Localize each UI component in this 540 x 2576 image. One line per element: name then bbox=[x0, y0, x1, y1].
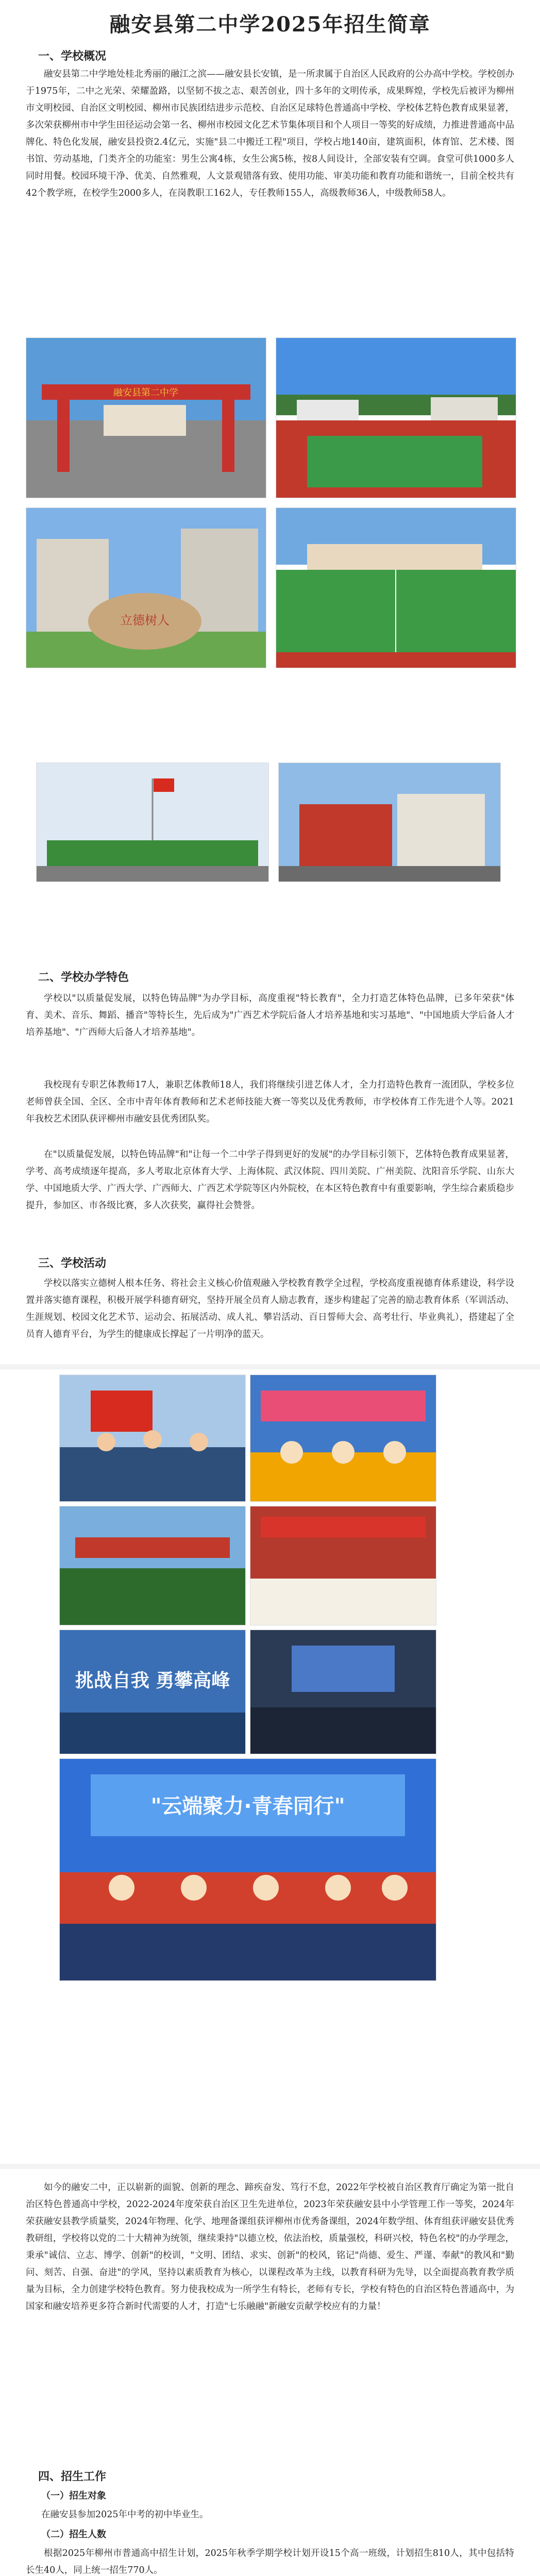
page-title: 融安县第二中学2025年招生简章 bbox=[109, 12, 431, 37]
school-outlook-paragraph: 如今的融安二中，正以崭新的面貌、创新的理念、蹄疾奋发、笃行不怠，2022年学校被自治区教育厅确定为第一批自治区特色普通高中学校，2022-2024年度荣获自治区卫生先进单位，2023年荣获融安县中小学管理工作一等奖，2024年荣获融安县教学质量奖，2024年物理、化学、地理备课组获评柳州市优秀备课组，2024年数学组、体育组获评融安县优秀教研组，学校将以党的二十大精神为统领，继续秉持"以德立校，依法治校，质量强校，科研兴校，特色名校"的办学理念，秉承"诚信、立志、博学、创新"的校训，"文明、团结、求实、创新"的校风，铭记"尚德、爱生、严谨、奉献"的教风和"勤问、刻苦、自强、奋进"的学风，坚持以素质教育为核心，以课程改革为主线，以教育科研为先导，以全面提高教育教学质量为目标，全力创建学校特色教育。努力使我校成为一所学生有特长，老师有专长，学校有特色的自治区特色普通高中，为国家和融安培养更多符合新时代需要的人才，打造"七乐融融"新融安贡献学校应有的力量！ bbox=[26, 2182, 514, 2312]
art-festival-stage-photo bbox=[250, 1375, 436, 1502]
campus-stone-monument-photo bbox=[26, 507, 266, 668]
svg-text:融安县第二中学: 融安县第二中学 bbox=[113, 387, 178, 398]
admission-target-text: 在融安县参加2025年中考的初中毕业生。 bbox=[41, 2510, 209, 2520]
challenge-yourself-banner-photo bbox=[59, 1630, 246, 1754]
admission-quota-text: 根据2025年柳州市普通高中招生计划，2025年秋季学期学校计划开设15个高一班级，计划招生810人，其中包括特长生40人，同上统一招生770人。 bbox=[26, 2548, 514, 2575]
cloud-youth-banner-text: "云端聚力·青春同行" bbox=[150, 1794, 345, 1818]
section-heading-school-overview: 一、学校概况 bbox=[38, 49, 107, 63]
admission-target-heading: （一）招生对象 bbox=[41, 2490, 106, 2501]
activities-paragraph: 学校以落实立德树人根本任务、将社会主义核心价值观融入学校教育教学全过程，学校高度重视德育体系建设，科学设置并落实德育课程，积极开展学科德育研究，坚持开展全员育人励志教育，逐步构建起了完善的励志教育体系（军训活动、生涯规划、校园文化艺术节、运动会、拓展活动、成人礼、攀岩活动、百日誓师大会、高考壮行、毕业典礼），搭建起了全员育人德育平台，为学生的健康成长撑起了一片明净的蓝天。 bbox=[26, 1278, 514, 1340]
school-overview-paragraph: 融安县第二中学地处桂北秀丽的融江之滨——融安县长安镇，是一所隶属于自治区人民政府的公办高中学校。学校创办于1975年，二中之光荣、荣耀盈路，以坚韧不拔之志、艰苦创业，四十多年的文明传承，成果辉煌，学校先后被评为柳州市文明校园、自治区文明校园、柳州市民族团结进步示范校、自治区足球特色普通高中学校、学校体艺特色教育成果显著，多次荣获柳州市中学生田径运动会第一名、柳州市校园文化艺术节集体项目和个人项目一等奖的好成绩，力推进普通高中品牌化、特色化发展，融安县投资2.4亿元，实施"县二中搬迁工程"项目，学校占地140亩，建筑面积，体育馆、艺术楼、图书馆、劳动基地，门类齐全的功能室：男生公寓4栋，女生公寓5栋，按8人间设计，全部安装有空调。食堂可供1000多人同时用餐。校园环境干净、优美、自然雅观，人文景观错落有致、使用功能、审美功能和教育功能和谐统一，目前全校共有42个教学班，在校学生2000多人，在岗教职工162人，专任教师155人，高级教师36人，中级教师58人。 bbox=[26, 69, 514, 198]
military-training-photo bbox=[59, 1506, 246, 1625]
football-field-photo bbox=[276, 507, 516, 668]
school-gate-photo bbox=[26, 337, 266, 498]
challenge-banner-text: 挑战自我 勇攀高峰 bbox=[75, 1670, 230, 1691]
admission-quota-heading: （二）招生人数 bbox=[41, 2529, 106, 2540]
cultural-performance-stage-photo bbox=[59, 1758, 436, 1981]
features-paragraph-1: 学校以"以质量促发展，以特色铸品牌"为办学目标，高度重视"特长教育"，全力打造艺体特色品牌，已多年荣获"体育、美术、音乐、舞蹈、播音"等特长生，先后成为"广西艺术学院后备人才培养基地和实习基地"、"中国地质大学后备人才培养基地"、"广西师大后备人才培养基地"。 bbox=[26, 993, 514, 1038]
flag-raising-photo bbox=[36, 762, 269, 882]
section-divider bbox=[0, 1364, 540, 1369]
red-banner-ceremony-photo bbox=[250, 1506, 436, 1625]
teaching-building-photo bbox=[278, 762, 501, 882]
section-heading-features: 二、学校办学特色 bbox=[38, 971, 129, 984]
students-flag-photo bbox=[59, 1375, 246, 1502]
svg-text:立德树人: 立德树人 bbox=[120, 613, 170, 628]
features-paragraph-2: 我校现有专职艺体教师17人，兼职艺体教师18人，我们将继续引进艺体人才，全力打造特色教育一流团队，学校多位老师曾获全国、全区、全市中青年体育教师和艺术老师技能大赛一等奖以及优秀教师，市学校体育工作先进个人等。2021年我校艺术团队获评柳州市融安县优秀团队奖。 bbox=[26, 1080, 514, 1124]
section-heading-admission: 四、招生工作 bbox=[38, 2470, 107, 2483]
campus-sports-field-photo bbox=[276, 337, 516, 498]
features-paragraph-3: 在"以质量促发展，以特色铸品牌"和"让每一个二中学子得到更好的发展"的办学目标引领下，艺体特色教育成果显著，学考、高考成绩逐年提高，多人考取北京体育大学、上海体院、武汉体院、四川美院、广州美院、沈阳音乐学院、山东大学、中国地质大学、广西大学、广西师大、广西艺术学院等区内外院校，在本区特色教育中有重要影响，学生综合素质稳步提升，参加区、市各级比赛，多人次获奖，赢得社会赞誉。 bbox=[26, 1149, 514, 1211]
lecture-hall-photo bbox=[250, 1630, 436, 1754]
section-divider-2 bbox=[0, 2164, 540, 2169]
section-heading-activities: 三、学校活动 bbox=[38, 1257, 107, 1270]
